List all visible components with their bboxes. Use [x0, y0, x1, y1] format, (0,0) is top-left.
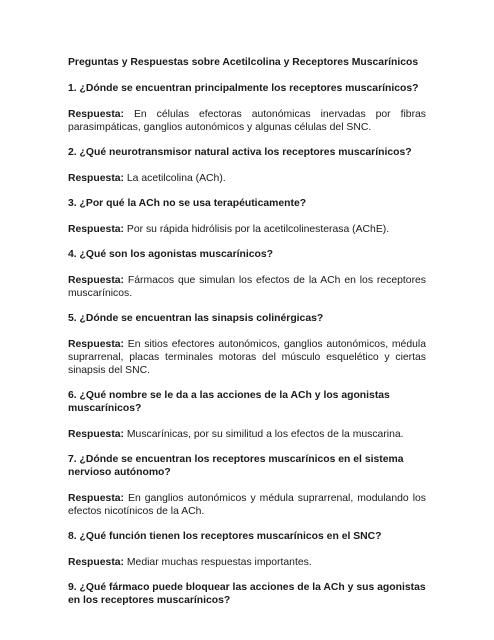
answer-text: En ganglios autonómicos y médula suprarrenal, modulando los efectos nicotínicos de la ACh. — [68, 493, 426, 517]
answer-label: Respuesta: — [68, 429, 125, 440]
question-2: 2. ¿Qué neurotransmisor natural activa los receptores muscarínicos? — [68, 147, 412, 158]
answer-1 — [68, 108, 426, 134]
answer-text: En células efectoras autonómicas inervadas por fibras parasimpáticas, ganglios autonómicos y algunas células del SNC. — [68, 109, 427, 133]
question-5: 5. ¿Dónde se encuentran las sinapsis colinérgicas? — [68, 313, 324, 324]
question-1: 1. ¿Dónde se encuentran principalmente los receptores muscarínicos? — [68, 83, 419, 94]
answer-3 — [68, 223, 426, 236]
question-6: 6. ¿Qué nombre se le da a las acciones de la ACh y los agonistas muscarínicos? — [68, 390, 390, 414]
document-title: Preguntas y Respuestas sobre Acetilcolina y Receptores Muscarínicos — [68, 57, 419, 68]
question-8: 8. ¿Qué función tienen los receptores muscarínicos en el SNC? — [68, 531, 382, 542]
question-3: 3. ¿Por qué la ACh no se usa terapéuticamente? — [68, 198, 307, 209]
answer-label: Respuesta: — [68, 275, 125, 286]
answer-text: Muscarínicas, por su similitud a los efectos de la muscarina. — [126, 429, 404, 440]
question-9: 9. ¿Qué fármaco puede bloquear las acciones de la ACh y sus agonistas en los receptores muscarínicos? — [68, 582, 426, 606]
answer-label: Respuesta: — [68, 557, 125, 568]
answer-8 — [68, 556, 426, 569]
document-body — [68, 56, 426, 620]
question-7: 7. ¿Dónde se encuentran los receptores muscarínicos en el sistema nervioso autónomo? — [68, 454, 404, 478]
answer-text: La acetilcolina (ACh). — [126, 173, 226, 184]
answer-5 — [68, 338, 426, 377]
question-4: 4. ¿Qué son los agonistas muscarínicos? — [68, 249, 273, 260]
answer-7 — [68, 492, 426, 518]
answer-label: Respuesta: — [68, 109, 125, 120]
answer-label: Respuesta: — [68, 173, 125, 184]
answer-text: Por su rápida hidrólisis por la acetilcolinesterasa (AChE). — [126, 224, 390, 235]
answer-text: En sitios efectores autonómicos, ganglios autonómicos, médula suprarrenal, placas terminales motoras del músculo esquelético y ciertas sinapsis del SNC. — [68, 339, 426, 376]
answer-label: Respuesta: — [68, 493, 125, 504]
answer-6 — [68, 428, 426, 441]
answer-4 — [68, 274, 426, 300]
answer-text: Fármacos que simulan los efectos de la ACh en los receptores muscarínicos. — [68, 275, 427, 299]
answer-text: Mediar muchas respuestas importantes. — [126, 557, 312, 568]
answer-2 — [68, 172, 426, 185]
answer-label: Respuesta: — [68, 339, 125, 350]
answer-label: Respuesta: — [68, 224, 125, 235]
